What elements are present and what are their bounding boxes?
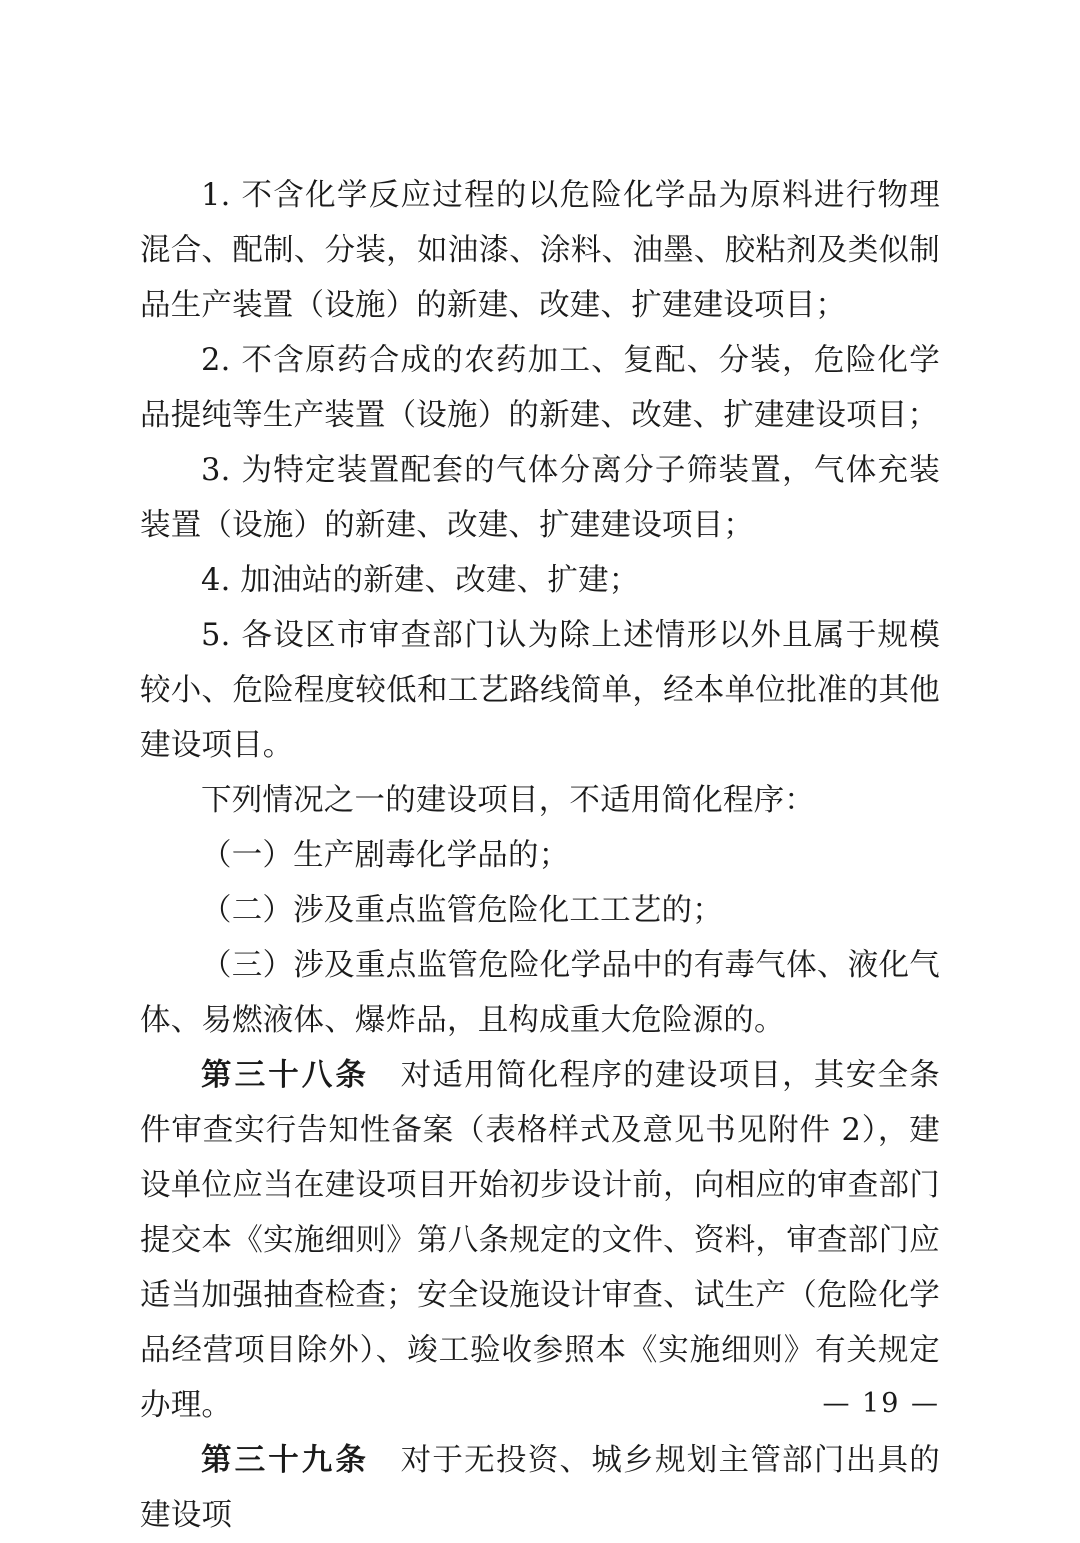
document-body [140,168,940,1543]
article-39-term: 第三十九条 [201,1442,369,1478]
page-number: — 19 — [822,1388,940,1419]
paragraph-exclusion-3: （三）涉及重点监管危险化学品中的有毒气体、液化气体、易燃液体、爆炸品，且构成重大危险源的。 [140,948,940,1038]
paragraph-item-5: 5. 各设区市审查部门认为除上述情形以外且属于规模较小、危险程度较低和工艺路线简单，经本单位批准的其他建设项目。 [140,618,940,763]
article-38-text: 对适用简化程序的建设项目，其安全条件审查实行告知性备案（表格样式及意见书见附件 2），建设单位应当在建设项目开始初步设计前，向相应的审查部门提交本《实施细则》第八条规定的文件、资料，审查部门应适当加强抽查检查；安全设施设计审查、试生产（危险化学品经营项目除外）、竣工验收参照本《实施细则》有关规定办理。 [140,1058,941,1423]
paragraph-item-4: 4. 加油站的新建、改建、扩建； [201,563,640,598]
paragraph-intro-exclusions: 下列情况之一的建设项目，不适用简化程序： [201,783,815,818]
article-38-term: 第三十八条 [201,1057,369,1093]
article-38 [140,1048,940,1433]
paragraph-item-2: 2. 不含原药合成的农药加工、复配、分装，危险化学品提纯等生产装置（设施）的新建、改建、扩建建设项目； [140,343,940,433]
article-39-text: 对于无投资、城乡规划主管部门出具的建设项 [140,1443,941,1533]
paragraph-exclusion-2: （二）涉及重点监管危险化工工艺的； [201,893,723,928]
paragraph-item-3: 3. 为特定装置配套的气体分离分子筛装置，气体充装装置（设施）的新建、改建、扩建建设项目； [140,453,940,543]
paragraph-item-1: 1. 不含化学反应过程的以危险化学品为原料进行物理混合、配制、分装，如油漆、涂料、油墨、胶粘剂及类似制品生产装置（设施）的新建、改建、扩建建设项目； [140,178,940,323]
paragraph-exclusion-1: （一）生产剧毒化学品的； [201,838,570,873]
